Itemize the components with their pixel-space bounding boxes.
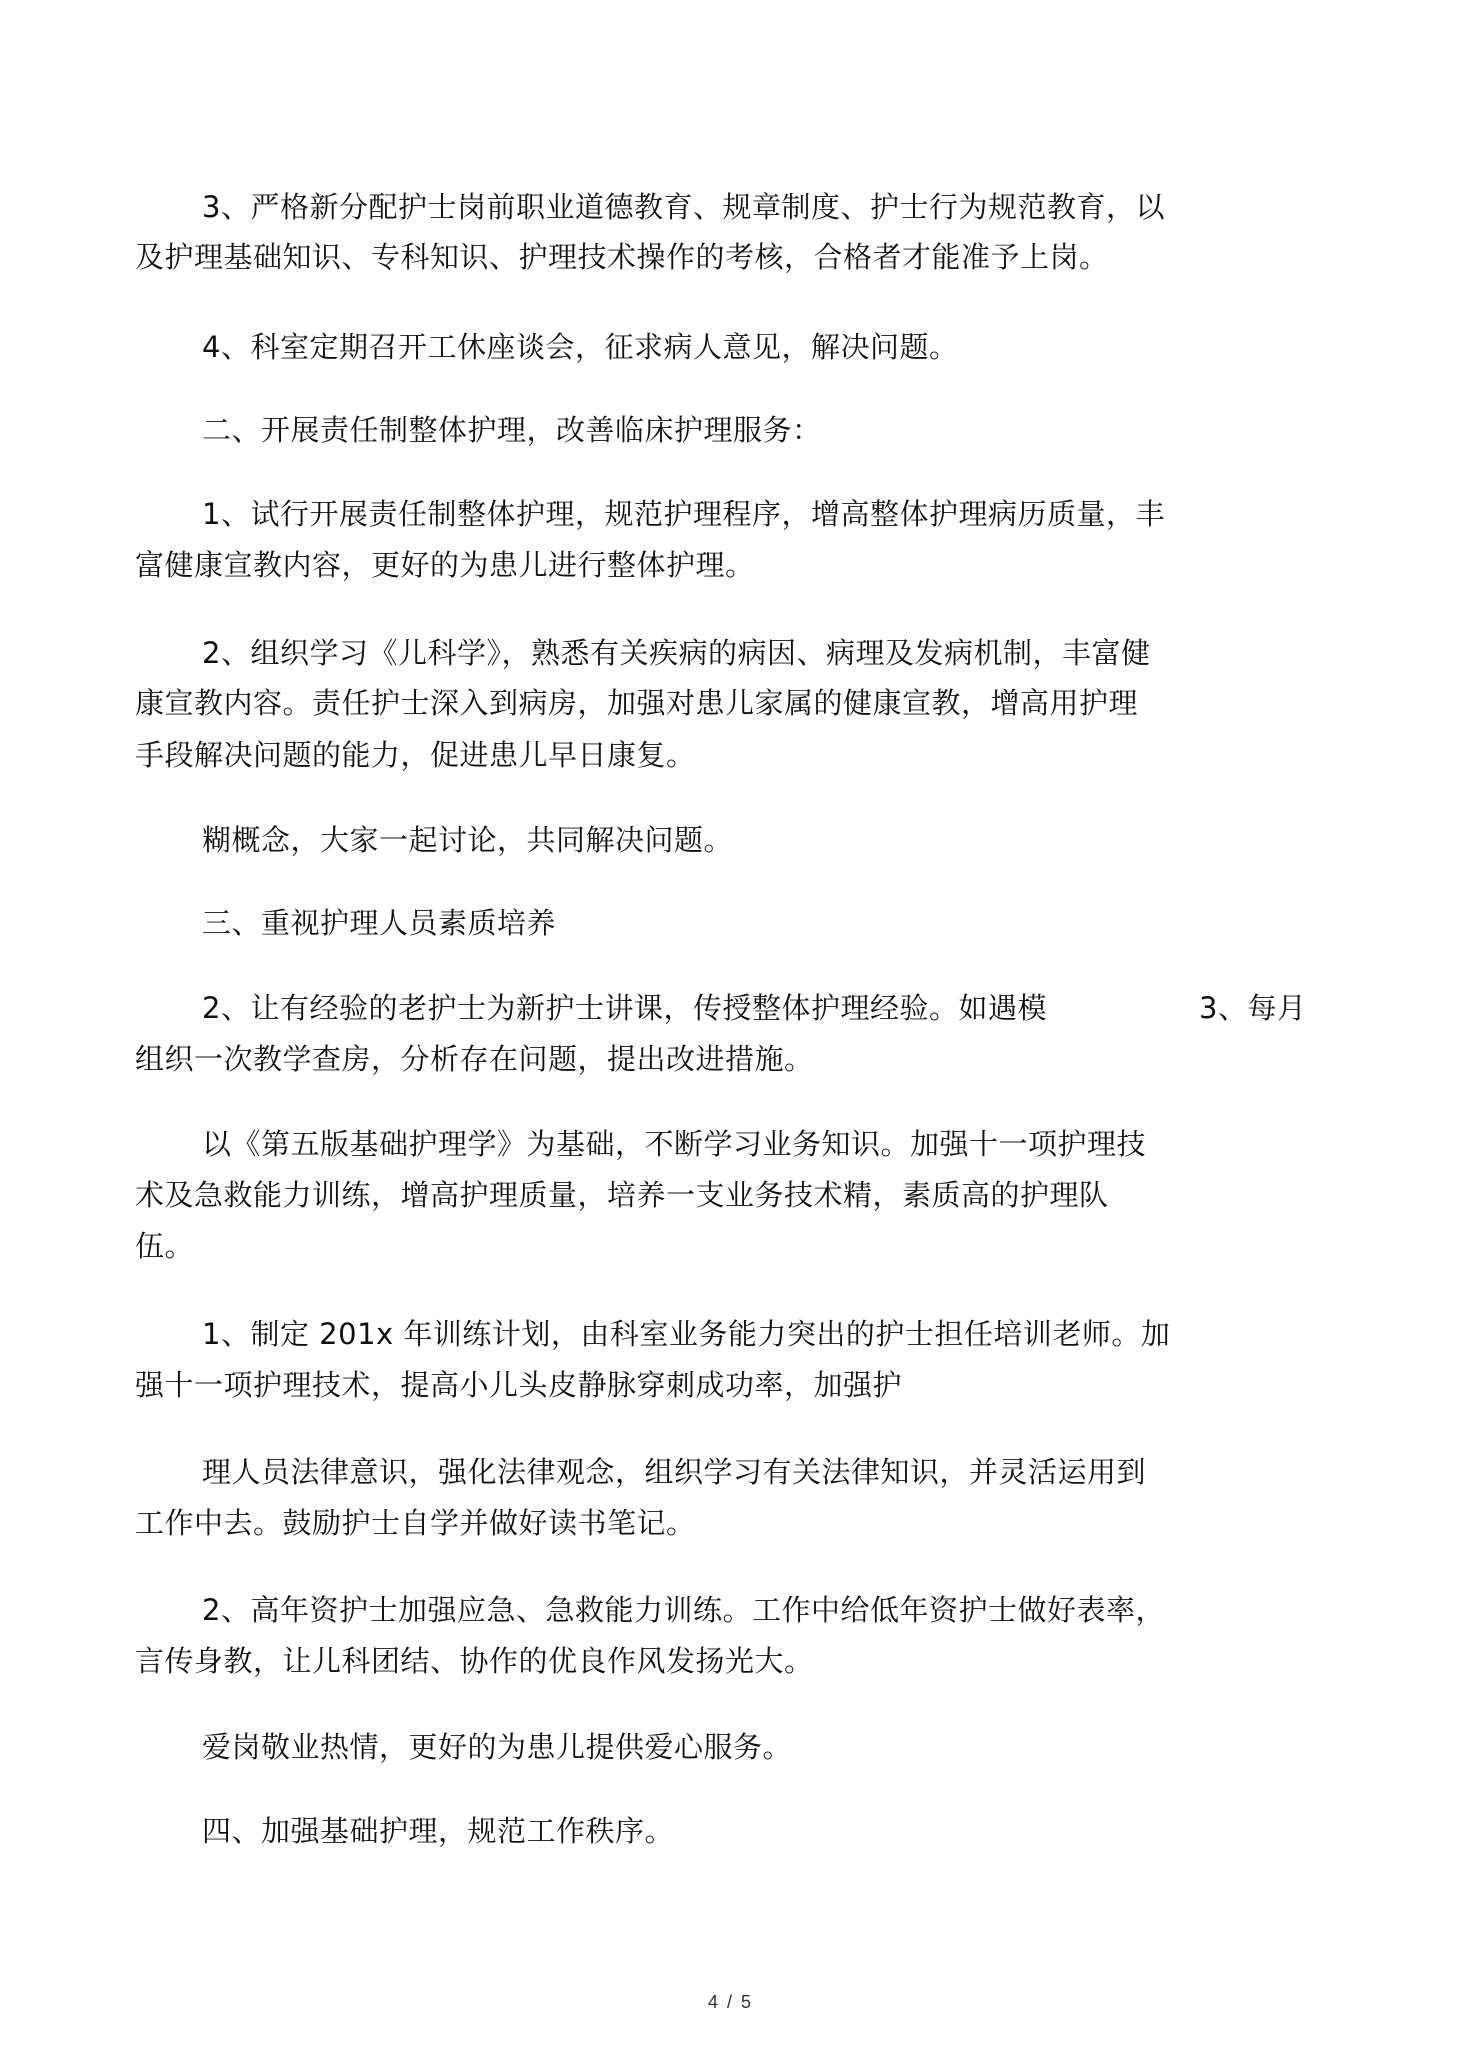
section-heading-3: 三、重视护理人员素质培养 bbox=[202, 906, 557, 940]
paragraph-8-line-1: 2、让有经验的老护士为新护士讲课，传授整体护理经验。如遇模 bbox=[202, 991, 1047, 1025]
paragraph-1-line-2: 及护理基础知识、专科知识、护理技术操作的考核，合格者才能准予上岗。 bbox=[135, 240, 1109, 274]
paragraph-1-line-1: 3、严格新分配护士岗前职业道德教育、规章制度、护士行为规范教育，以 bbox=[202, 190, 1165, 224]
paragraph-9-line-3: 伍。 bbox=[135, 1229, 195, 1263]
paragraph-5-line-1: 2、组织学习《儿科学》，熟悉有关疾病的病因、病理及发病机制，丰富健 bbox=[202, 636, 1151, 670]
page-number: 4 / 5 bbox=[707, 1992, 754, 2012]
paragraph-8-aside: 3、每月 bbox=[1199, 991, 1307, 1025]
paragraph-10-line-1: 1、制定 201x 年训练计划，由科室业务能力突出的护士担任培训老师。加 bbox=[202, 1317, 1171, 1351]
paragraph-4-line-2: 富健康宣教内容，更好的为患儿进行整体护理。 bbox=[135, 548, 755, 582]
paragraph-12-line-1: 2、高年资护士加强应急、急救能力训练。工作中给低年资护士做好表率， bbox=[202, 1593, 1165, 1627]
paragraph-8-line-2: 组织一次教学查房，分析存在问题，提出改进措施。 bbox=[135, 1042, 814, 1076]
section-heading-4: 四、加强基础护理，规范工作秩序。 bbox=[202, 1814, 675, 1848]
paragraph-13-line-1: 爱岗敬业热情，更好的为患儿提供爱心服务。 bbox=[202, 1730, 793, 1764]
paragraph-5-line-3: 手段解决问题的能力，促进患儿早日康复。 bbox=[135, 738, 696, 772]
paragraph-12-line-2: 言传身教，让儿科团结、协作的优良作风发扬光大。 bbox=[135, 1644, 814, 1678]
paragraph-2-line-1: 4、科室定期召开工休座谈会，征求病人意见，解决问题。 bbox=[202, 330, 959, 364]
paragraph-11-line-2: 工作中去。鼓励护士自学并做好读书笔记。 bbox=[135, 1506, 696, 1540]
paragraph-6-line-1: 糊概念，大家一起讨论，共同解决问题。 bbox=[202, 823, 734, 857]
paragraph-11-line-1: 理人员法律意识，强化法律观念，组织学习有关法律知识，并灵活运用到 bbox=[202, 1455, 1147, 1489]
section-heading-2: 二、开展责任制整体护理，改善临床护理服务： bbox=[202, 413, 822, 447]
paragraph-5-line-2: 康宣教内容。责任护士深入到病房，加强对患儿家属的健康宣教，增高用护理 bbox=[135, 686, 1139, 720]
paragraph-10-line-2: 强十一项护理技术，提高小儿头皮静脉穿刺成功率，加强护 bbox=[135, 1368, 903, 1402]
paragraph-9-line-1: 以《第五版基础护理学》为基础，不断学习业务知识。加强十一项护理技 bbox=[202, 1127, 1147, 1161]
paragraph-9-line-2: 术及急救能力训练，增高护理质量，培养一支业务技术精，素质高的护理队 bbox=[135, 1178, 1109, 1212]
paragraph-4-line-1: 1、试行开展责任制整体护理，规范护理程序，增高整体护理病历质量，丰 bbox=[202, 497, 1165, 531]
